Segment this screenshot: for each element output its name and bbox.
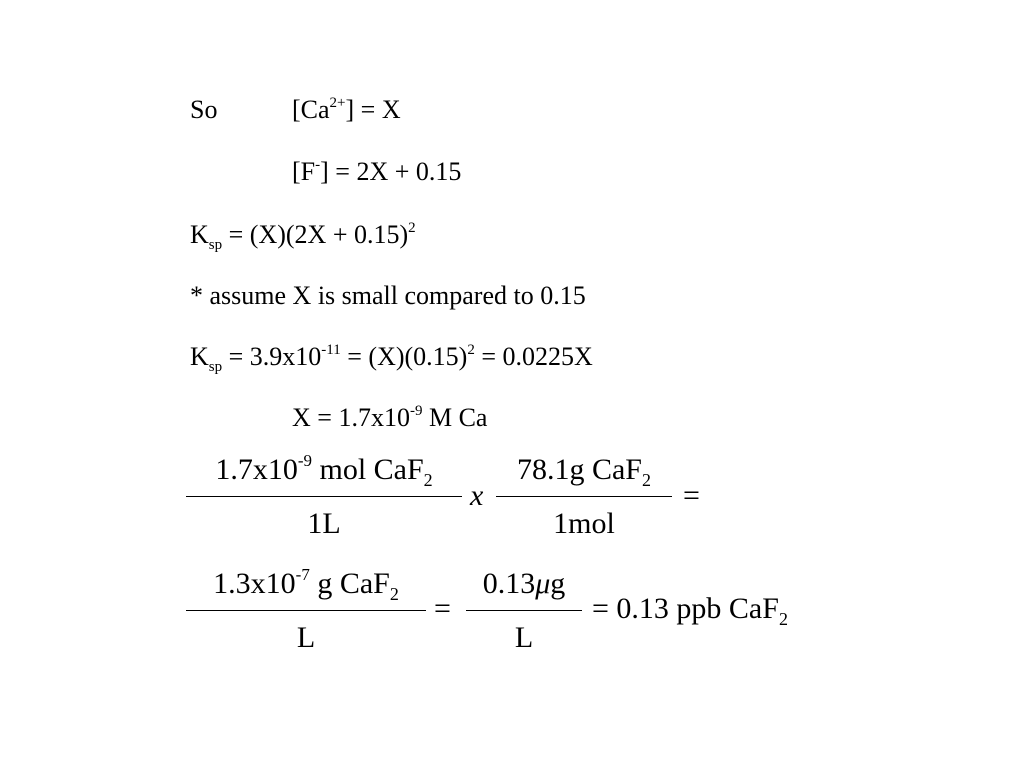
eq1-f2-numerator: 78.1g CaF$_2$ [516,453,651,490]
eq1-times: x [470,479,484,512]
eq1-fraction-1 [186,452,462,544]
eq2-result-sub: 2 [778,609,788,629]
f-rest: ] = 2X + 0.15 [320,157,462,186]
x-value-text: X = 1.7x10 [292,403,410,432]
line-f-conc [292,157,461,191]
eq2-f2-numerator: 0.13μg [482,567,566,600]
eq2-fraction-2 [466,566,582,658]
eq1-f2-denominator: 1mol [553,507,615,540]
ksp2-square: 2 [467,342,475,358]
ksp2-k: K [190,342,209,371]
line-assumption [190,281,586,311]
eq1-f1-bar [186,496,462,497]
eq2-fraction-1 [186,566,426,658]
eq2-f1-bar [186,610,426,611]
ksp-k: K [190,220,209,249]
line-ksp-expression [190,220,416,254]
line-ca-conc [292,95,401,129]
assumption-text: * assume X is small compared to 0.15 [190,281,586,310]
eq2-f1-numerator: $1.3x10^{-7}$ g CaF$_2$ [213,565,399,604]
f-charge: - [315,157,321,173]
line-ksp-value [190,342,593,376]
x-value-unit: M Ca [422,403,488,432]
ksp2-sub: sp [208,359,223,375]
line-so [190,95,217,125]
eq1-fraction-2 [496,452,672,544]
ksp2-exp: -11 [321,342,341,358]
eq2-f2-denominator: L [514,621,534,654]
eq1-equals: = [683,479,700,512]
eq1-f1-numerator: $1.7x10^{-9}$ mol CaF$_2$ [215,451,433,490]
eq1-f1-denominator: 1L [307,507,341,540]
eq2-f2-bar [466,610,582,611]
ca-charge: 2+ [329,95,346,111]
x-value-exp: -9 [409,403,423,419]
ca-rest: ] = X [345,95,401,124]
line-x-value [292,403,487,437]
eq2-result-text: = 0.13 ppb CaF [592,592,779,625]
eq2-f1-denominator: L [296,621,316,654]
ksp2-expr: = (X)(0.15) [340,342,468,371]
eq1-f2-bar [496,496,672,497]
f-text: [F [292,157,316,186]
eq2-result [592,594,788,627]
ksp-exp: 2 [408,220,416,236]
ca-text: [Ca [292,95,330,124]
so-label: So [190,95,218,124]
ksp2-result: = 0.0225X [474,342,593,371]
ksp2-value: = 3.9x10 [222,342,322,371]
ksp-expr: = (X)(2X + 0.15) [222,220,409,249]
eq2-equals-1: = [434,592,451,625]
ksp-sub: sp [208,237,223,253]
